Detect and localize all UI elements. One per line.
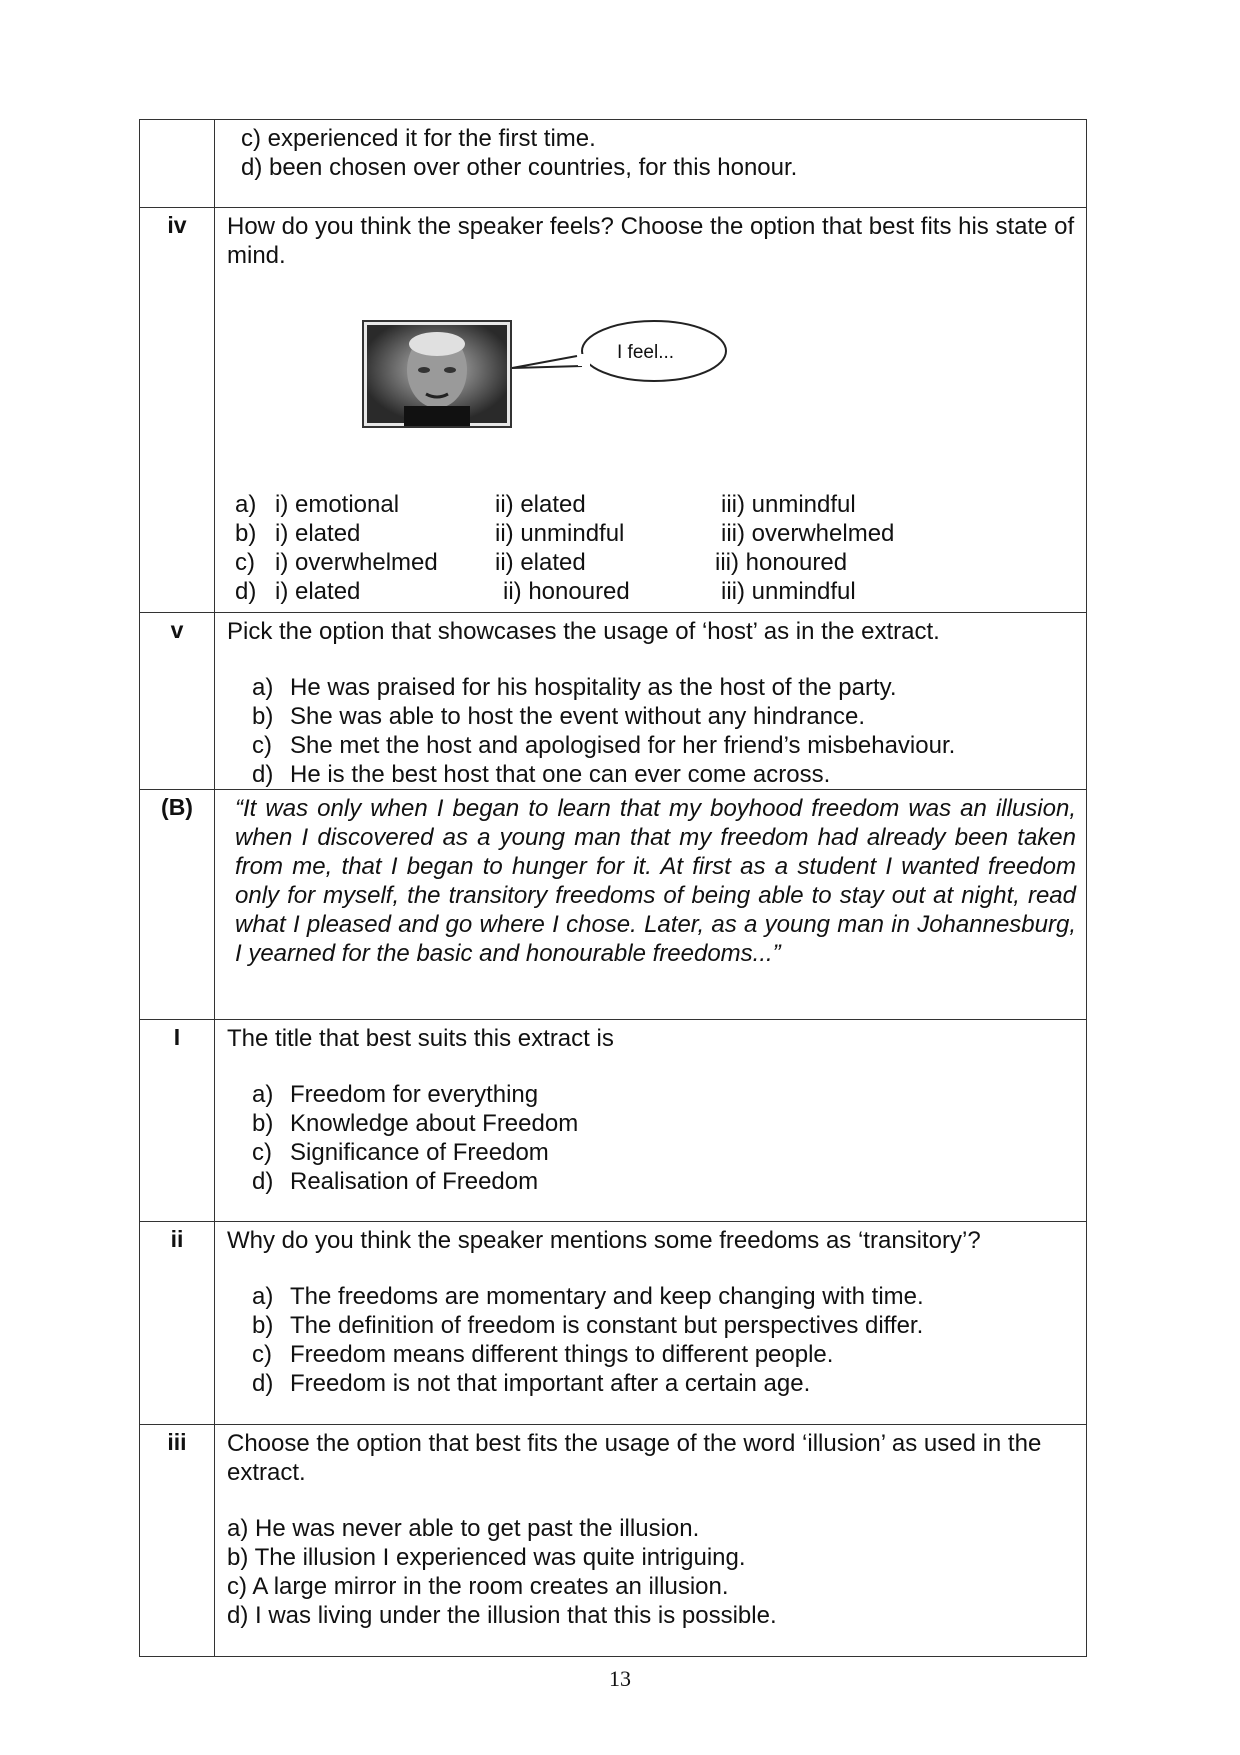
question-table [139, 119, 1087, 1657]
continuation-options [215, 120, 1087, 208]
question-row-iv [140, 208, 1087, 613]
option-row: c) i) overwhelmed ii) elated iii) honoured [235, 549, 848, 576]
question-number: v [140, 613, 215, 790]
option: b) The definition of freedom is constant but perspectives differ. [252, 1312, 924, 1339]
option-c: c) experienced it for the first time. [241, 125, 596, 152]
option-row: b) i) elated ii) unmindful iii) overwhelmed [235, 520, 895, 547]
option: d) Realisation of Freedom [252, 1168, 539, 1195]
page-number: 13 [609, 1666, 631, 1691]
question-row-ii [140, 1222, 1087, 1425]
question-row-i [140, 1020, 1087, 1222]
option: c) Freedom means different things to different people. [252, 1341, 834, 1368]
continuation-row [140, 120, 1087, 208]
options-grid [227, 490, 1076, 606]
option: d) I was living under the illusion that this is possible. [227, 1602, 777, 1629]
question-body [215, 1222, 1087, 1425]
question-text: The title that best suits this extract is [227, 1025, 614, 1052]
option: a) The freedoms are momentary and keep changing with time. [252, 1283, 924, 1310]
extract-text: “It was only when I began to learn that my boyhood freedom was an illusion, when I discovered as a young man that my freedom had already been taken from me, that I began to hunger for it. At first as a student I wanted freedom only for myself, the transitory freedoms of being able to stay out at night, read what I pleased and go where I chose. Later, as a young man in Johannesburg, I yearned for the basic and honourable freedoms...” [235, 795, 1076, 967]
question-row-v [140, 613, 1087, 790]
option: c) Significance of Freedom [252, 1139, 549, 1166]
option-row: d) i) elated ii) honoured iii) unmindful [235, 578, 856, 605]
question-number: I [140, 1020, 215, 1222]
question-body [215, 208, 1087, 613]
option: c) A large mirror in the room creates an illusion. [227, 1573, 729, 1600]
question-number: ii [140, 1222, 215, 1425]
option: b) The illusion I experienced was quite intriguing. [227, 1544, 746, 1571]
illustration [227, 320, 1076, 490]
question-row-iii [140, 1425, 1087, 1657]
row-number-empty [140, 120, 215, 208]
extract-body [215, 790, 1087, 1020]
option: a) He was praised for his hospitality as the host of the party. [252, 674, 897, 701]
question-text: How do you think the speaker feels? Choose the option that best fits his state of mind. [227, 213, 1075, 269]
option: b) She was able to host the event without any hindrance. [252, 703, 866, 730]
option: b) Knowledge about Freedom [252, 1110, 579, 1137]
question-number: iii [140, 1425, 215, 1657]
option: c) She met the host and apologised for her friend’s misbehaviour. [252, 732, 956, 759]
question-body [215, 613, 1087, 790]
question-number: iv [140, 208, 215, 613]
question-text: Why do you think the speaker mentions some freedoms as ‘transitory’? [227, 1227, 981, 1254]
option: d) Freedom is not that important after a certain age. [252, 1370, 811, 1397]
option-d: d) been chosen over other countries, for this honour. [241, 154, 798, 181]
option: a) He was never able to get past the illusion. [227, 1515, 700, 1542]
option-row: a) i) emotional ii) elated iii) unmindful [235, 491, 856, 518]
option: a) Freedom for everything [252, 1081, 539, 1108]
question-text: Choose the option that best fits the usage of the word ‘illusion’ as used in the extract. [227, 1430, 1042, 1486]
section-label: (B) [140, 790, 215, 1020]
extract-row-b [140, 790, 1087, 1020]
bubble-text: I feel... [617, 342, 675, 363]
portrait-photo [362, 320, 512, 428]
option: d) He is the best host that one can ever come across. [252, 761, 831, 788]
question-body [215, 1020, 1087, 1222]
question-text: Pick the option that showcases the usage of ‘host’ as in the extract. [227, 618, 940, 645]
question-body [215, 1425, 1087, 1657]
